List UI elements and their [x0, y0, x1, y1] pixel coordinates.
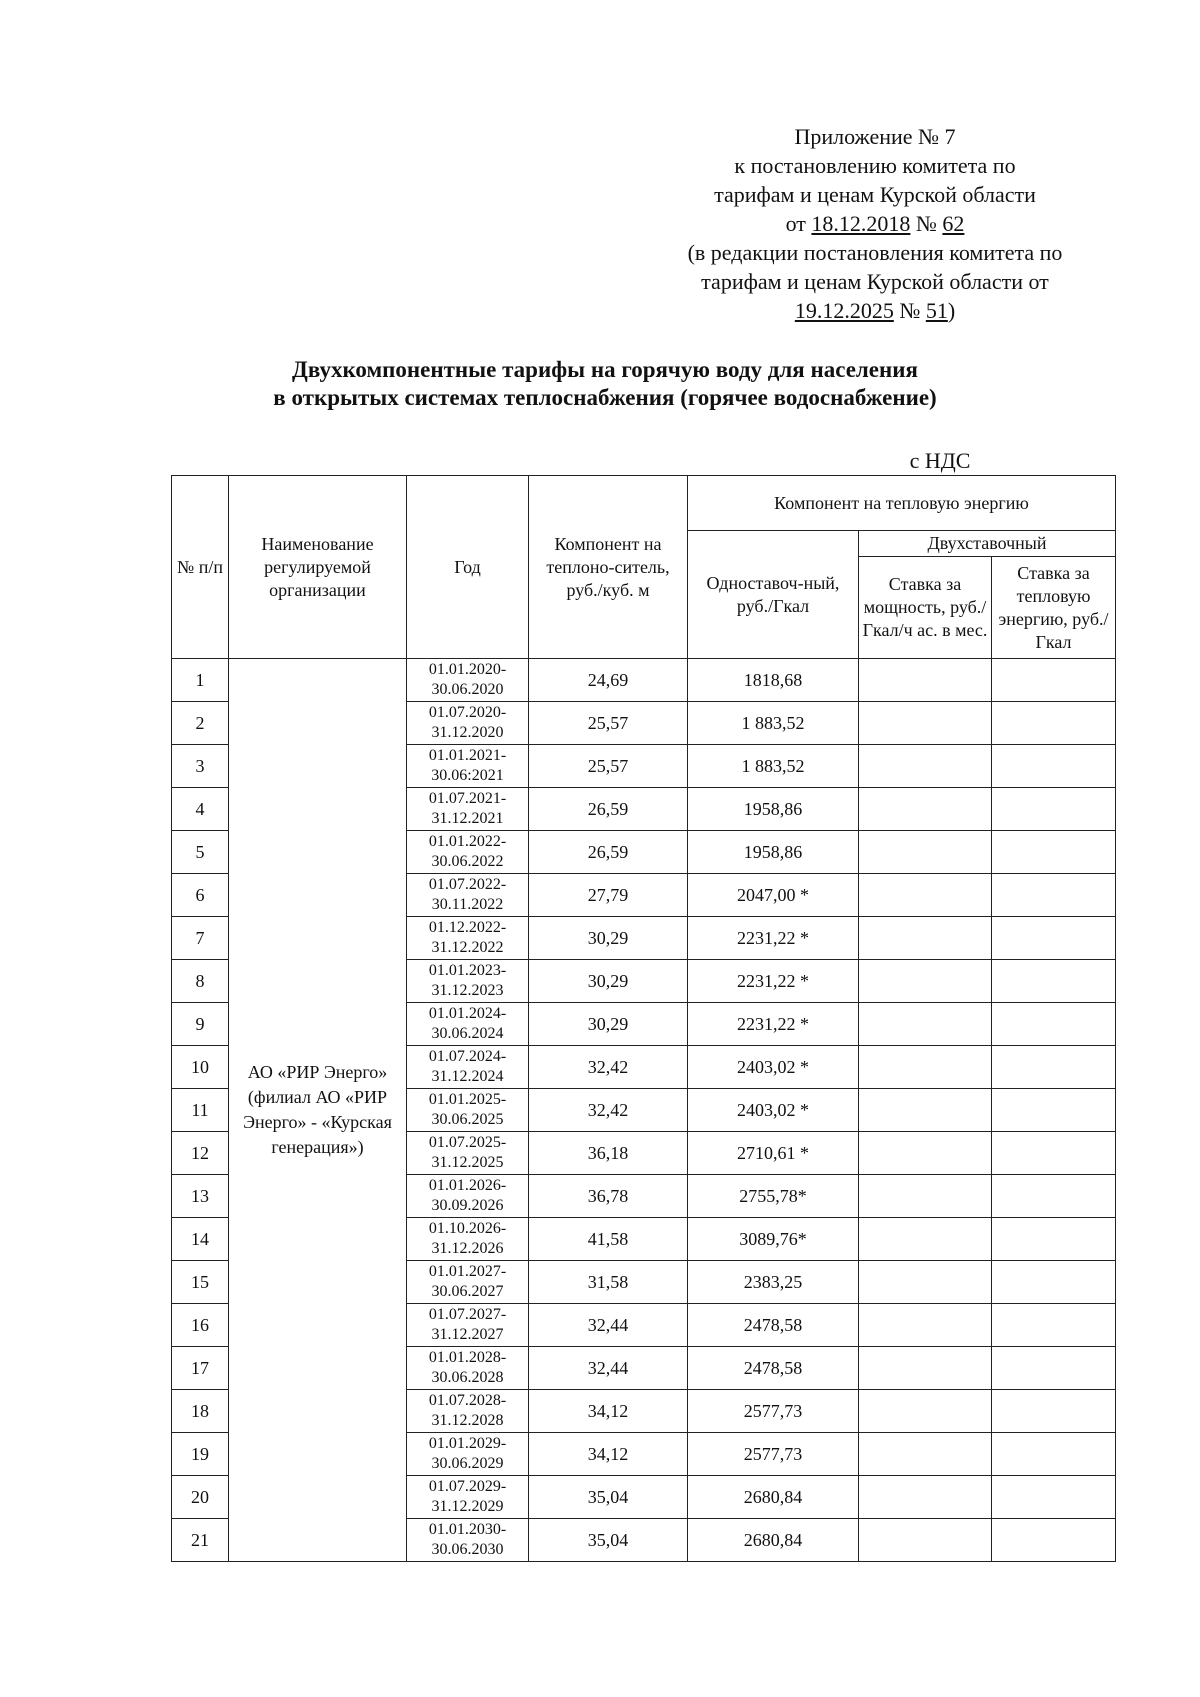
row-energy-rate [992, 1089, 1116, 1132]
row-number: 4 [172, 788, 229, 831]
row-capacity-rate [859, 1046, 992, 1089]
revision-number: 51 [925, 298, 948, 323]
row-period: 01.07.2024-31.12.2024 [407, 1046, 529, 1089]
row-carrier-value: 31,58 [529, 1261, 688, 1304]
row-capacity-rate [859, 702, 992, 745]
row-number: 13 [172, 1175, 229, 1218]
row-energy-rate [992, 1304, 1116, 1347]
row-capacity-rate [859, 1003, 992, 1046]
row-number: 9 [172, 1003, 229, 1046]
row-energy-rate [992, 1046, 1116, 1089]
row-carrier-value: 32,44 [529, 1304, 688, 1347]
row-single-rate: 2231,22 * [688, 1003, 859, 1046]
row-single-rate: 1 883,52 [688, 702, 859, 745]
row-carrier-value: 35,04 [529, 1476, 688, 1519]
row-number: 2 [172, 702, 229, 745]
row-capacity-rate [859, 1390, 992, 1433]
row-single-rate: 1 883,52 [688, 745, 859, 788]
row-energy-rate [992, 1175, 1116, 1218]
row-energy-rate [992, 702, 1116, 745]
row-carrier-value: 25,57 [529, 702, 688, 745]
row-energy-rate [992, 1433, 1116, 1476]
row-number: 3 [172, 745, 229, 788]
title-line-1: Двухкомпонентные тарифы на горячую воду для населения [292, 357, 918, 382]
row-single-rate: 2403,02 * [688, 1089, 859, 1132]
row-energy-rate [992, 874, 1116, 917]
row-capacity-rate [859, 917, 992, 960]
row-period: 01.01.2023-31.12.2023 [407, 960, 529, 1003]
row-capacity-rate [859, 960, 992, 1003]
row-capacity-rate [859, 1261, 992, 1304]
row-energy-rate [992, 1003, 1116, 1046]
row-capacity-rate [859, 1519, 992, 1562]
row-period: 01.01.2025-30.06.2025 [407, 1089, 529, 1132]
row-single-rate: 2577,73 [688, 1390, 859, 1433]
row-carrier-value: 32,44 [529, 1347, 688, 1390]
row-period: 01.01.2030-30.06.2030 [407, 1519, 529, 1562]
row-carrier-value: 34,12 [529, 1433, 688, 1476]
row-carrier-value: 36,18 [529, 1132, 688, 1175]
appendix-line-6: тарифам и ценам Курской области от [701, 269, 1049, 294]
row-single-rate: 2383,25 [688, 1261, 859, 1304]
row-carrier-value: 30,29 [529, 960, 688, 1003]
header-org: Наименование регулируемой организации [229, 476, 407, 659]
vat-note: с НДС [909, 448, 971, 473]
header-num: № п/п [172, 476, 229, 659]
header-thermal: Компонент на тепловую энергию [688, 476, 1116, 531]
row-period: 01.01.2027-30.06.2027 [407, 1261, 529, 1304]
header-two-part: Двухставочный [859, 531, 1116, 557]
row-carrier-value: 32,42 [529, 1089, 688, 1132]
table-row [172, 659, 1116, 702]
resolution-date: 18.12.2018 [811, 211, 911, 236]
row-capacity-rate [859, 1476, 992, 1519]
row-capacity-rate [859, 874, 992, 917]
header-single: Одноставоч-ный, руб./Гкал [688, 531, 859, 659]
row-single-rate: 2755,78* [688, 1175, 859, 1218]
row-period: 01.01.2022-30.06.2022 [407, 831, 529, 874]
row-number: 20 [172, 1476, 229, 1519]
number-prefix: № [915, 211, 937, 236]
row-period: 01.10.2026-31.12.2026 [407, 1218, 529, 1261]
row-number: 19 [172, 1433, 229, 1476]
row-carrier-value: 32,42 [529, 1046, 688, 1089]
row-number: 12 [172, 1132, 229, 1175]
row-carrier-value: 25,57 [529, 745, 688, 788]
row-carrier-value: 30,29 [529, 917, 688, 960]
revision-date: 19.12.2025 [794, 298, 894, 323]
appendix-line-2: к постановлению комитета по [734, 153, 1016, 178]
row-carrier-value: 24,69 [529, 659, 688, 702]
row-energy-rate [992, 1519, 1116, 1562]
row-number: 7 [172, 917, 229, 960]
row-number: 10 [172, 1046, 229, 1089]
tariff-rows [172, 659, 1116, 1562]
row-number: 15 [172, 1261, 229, 1304]
row-single-rate: 3089,76* [688, 1218, 859, 1261]
row-energy-rate [992, 831, 1116, 874]
row-single-rate: 2478,58 [688, 1347, 859, 1390]
row-single-rate: 1958,86 [688, 788, 859, 831]
row-period: 01.07.2022-30.11.2022 [407, 874, 529, 917]
row-period: 01.07.2027-31.12.2027 [407, 1304, 529, 1347]
row-single-rate: 2047,00 * [688, 874, 859, 917]
row-energy-rate [992, 1347, 1116, 1390]
row-capacity-rate [859, 1175, 992, 1218]
row-number: 14 [172, 1218, 229, 1261]
header-capacity: Ставка за мощность, руб./Гкал/ч ас. в мес. [859, 557, 992, 659]
row-number: 21 [172, 1519, 229, 1562]
row-single-rate: 2710,61 * [688, 1132, 859, 1175]
row-period: 01.07.2029-31.12.2029 [407, 1476, 529, 1519]
row-number: 5 [172, 831, 229, 874]
row-single-rate: 2403,02 * [688, 1046, 859, 1089]
row-energy-rate [992, 659, 1116, 702]
row-single-rate: 2478,58 [688, 1304, 859, 1347]
row-carrier-value: 27,79 [529, 874, 688, 917]
row-period: 01.01.2021-30.06:2021 [407, 745, 529, 788]
appendix-line-5: (в редакции постановления комитета по [687, 240, 1063, 265]
row-energy-rate [992, 1218, 1116, 1261]
revision-number-prefix: № [899, 298, 921, 323]
row-carrier-value: 36,78 [529, 1175, 688, 1218]
appendix-block [640, 122, 1110, 325]
row-energy-rate [992, 788, 1116, 831]
row-capacity-rate [859, 831, 992, 874]
row-number: 18 [172, 1390, 229, 1433]
row-number: 1 [172, 659, 229, 702]
row-period: 01.07.2025-31.12.2025 [407, 1132, 529, 1175]
tariff-table [171, 475, 1116, 1562]
row-number: 16 [172, 1304, 229, 1347]
row-number: 11 [172, 1089, 229, 1132]
header-carrier: Компонент на теплоно-ситель, руб./куб. м [529, 476, 688, 659]
row-carrier-value: 30,29 [529, 1003, 688, 1046]
row-period: 01.07.2028-31.12.2028 [407, 1390, 529, 1433]
row-capacity-rate [859, 745, 992, 788]
row-energy-rate [992, 1261, 1116, 1304]
row-capacity-rate [859, 1218, 992, 1261]
row-capacity-rate [859, 1132, 992, 1175]
row-single-rate: 1818,68 [688, 659, 859, 702]
row-energy-rate [992, 745, 1116, 788]
row-energy-rate [992, 1476, 1116, 1519]
row-energy-rate [992, 1390, 1116, 1433]
date-prefix: от [785, 211, 806, 236]
row-capacity-rate [859, 1433, 992, 1476]
appendix-line-1: Приложение № 7 [794, 124, 956, 149]
row-single-rate: 2577,73 [688, 1433, 859, 1476]
row-carrier-value: 26,59 [529, 788, 688, 831]
row-period: 01.01.2029-30.06.2029 [407, 1433, 529, 1476]
row-period: 01.01.2024-30.06.2024 [407, 1003, 529, 1046]
row-number: 6 [172, 874, 229, 917]
row-capacity-rate [859, 1089, 992, 1132]
row-period: 01.01.2020-30.06.2020 [407, 659, 529, 702]
row-single-rate: 1958,86 [688, 831, 859, 874]
row-single-rate: 2231,22 * [688, 960, 859, 1003]
document-title [180, 356, 1030, 412]
row-capacity-rate [859, 788, 992, 831]
row-energy-rate [992, 960, 1116, 1003]
revision-close: ) [947, 298, 956, 323]
row-energy-rate [992, 1132, 1116, 1175]
row-carrier-value: 34,12 [529, 1390, 688, 1433]
title-line-2: в открытых системах теплоснабжения (горячее водоснабжение) [273, 385, 937, 410]
row-single-rate: 2680,84 [688, 1476, 859, 1519]
row-period: 01.12.2022-31.12.2022 [407, 917, 529, 960]
row-energy-rate [992, 917, 1116, 960]
row-carrier-value: 35,04 [529, 1519, 688, 1562]
row-number: 17 [172, 1347, 229, 1390]
organization-name: АО «РИР Энерго» (филиал АО «РИР Энерго» - «Курская генерация») [229, 659, 407, 1562]
row-period: 01.07.2020-31.12.2020 [407, 702, 529, 745]
row-capacity-rate [859, 1304, 992, 1347]
header-year: Год [407, 476, 529, 659]
row-period: 01.07.2021-31.12.2021 [407, 788, 529, 831]
appendix-revision-line [640, 296, 1110, 325]
row-single-rate: 2231,22 * [688, 917, 859, 960]
row-carrier-value: 41,58 [529, 1218, 688, 1261]
row-capacity-rate [859, 659, 992, 702]
appendix-date-line [640, 209, 1110, 238]
row-period: 01.01.2026-30.09.2026 [407, 1175, 529, 1218]
row-capacity-rate [859, 1347, 992, 1390]
row-single-rate: 2680,84 [688, 1519, 859, 1562]
row-period: 01.01.2028-30.06.2028 [407, 1347, 529, 1390]
header-energy: Ставка за тепловую энергию, руб./Гкал [992, 557, 1116, 659]
row-number: 8 [172, 960, 229, 1003]
appendix-line-3: тарифам и ценам Курской области [714, 182, 1036, 207]
row-carrier-value: 26,59 [529, 831, 688, 874]
resolution-number: 62 [942, 211, 965, 236]
